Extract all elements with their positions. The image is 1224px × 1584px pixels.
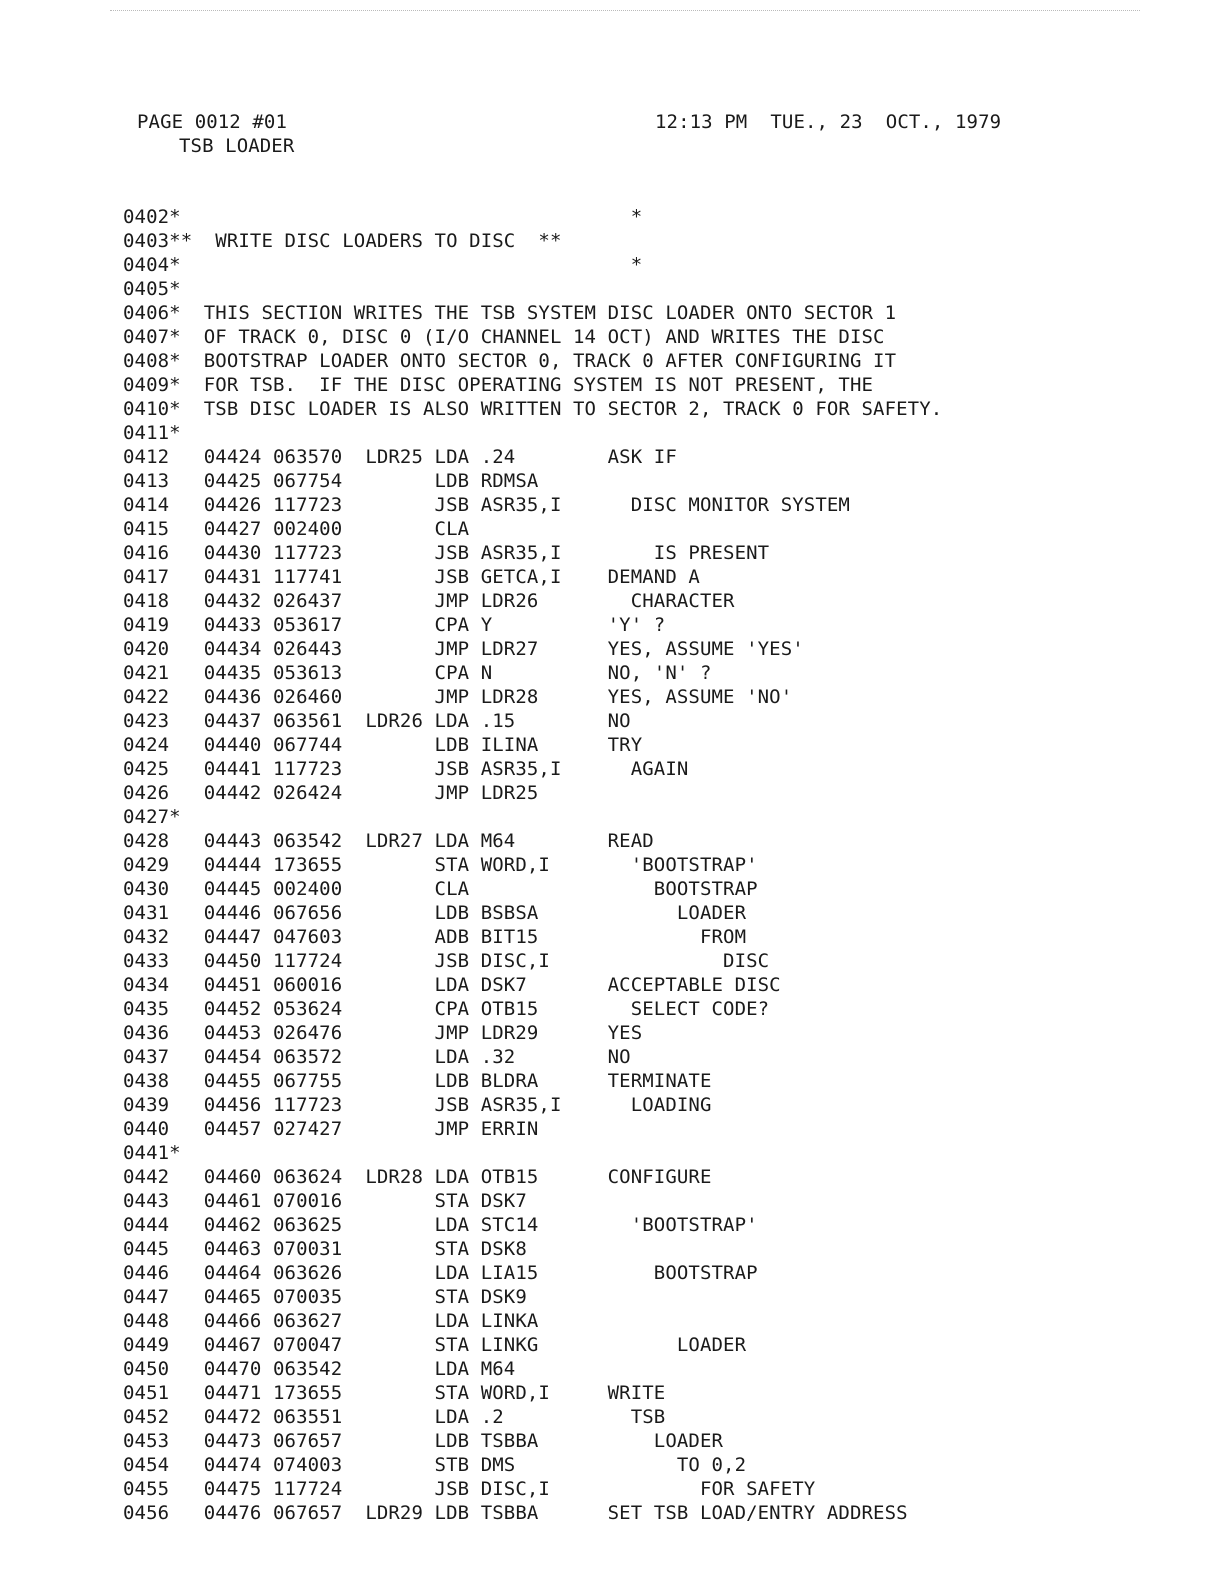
listing-line: 0429 04444 173655 STA WORD,I 'BOOTSTRAP' xyxy=(123,854,758,876)
listing-line: 0455 04475 117724 JSB DISC,I FOR SAFETY xyxy=(123,1478,816,1500)
listing-line: 0439 04456 117723 JSB ASR35,I LOADING xyxy=(123,1094,712,1116)
listing-line: 0408* BOOTSTRAP LOADER ONTO SECTOR 0, TRACK 0 AFTER CONFIGURING IT xyxy=(123,350,897,372)
listing-line: 0454 04474 074003 STB DMS TO 0,2 xyxy=(123,1454,747,1476)
listing-line: 0437 04454 063572 LDA .32 NO xyxy=(123,1046,631,1068)
print-timestamp: 12:13 PM TUE., 23 OCT., 1979 xyxy=(655,111,1002,133)
listing-line: 0424 04440 067744 LDB ILINA TRY xyxy=(123,734,643,756)
listing-line: 0445 04463 070031 STA DSK8 xyxy=(123,1238,527,1260)
listing-line: 0438 04455 067755 LDB BLDRA TERMINATE xyxy=(123,1070,712,1092)
listing-line: 0450 04470 063542 LDA M64 xyxy=(123,1358,516,1380)
listing-line: 0443 04461 070016 STA DSK7 xyxy=(123,1190,527,1212)
listing-line: 0422 04436 026460 JMP LDR28 YES, ASSUME 'NO' xyxy=(123,686,793,708)
listing-line: 0414 04426 117723 JSB ASR35,I DISC MONITOR SYSTEM xyxy=(123,494,850,516)
listing-line: 0407* OF TRACK 0, DISC 0 (I/O CHANNEL 14 OCT) AND WRITES THE DISC xyxy=(123,326,885,348)
listing-line: 0428 04443 063542 LDR27 LDA M64 READ xyxy=(123,830,654,852)
listing-line: 0441* xyxy=(123,1142,181,1164)
listing-line: 0434 04451 060016 LDA DSK7 ACCEPTABLE DISC xyxy=(123,974,781,996)
listing-line: 0419 04433 053617 CPA Y 'Y' ? xyxy=(123,614,666,636)
assembly-listing xyxy=(123,205,942,1525)
listing-line: 0421 04435 053613 CPA N NO, 'N' ? xyxy=(123,662,712,684)
listing-line: 0410* TSB DISC LOADER IS ALSO WRITTEN TO SECTOR 2, TRACK 0 FOR SAFETY. xyxy=(123,398,943,420)
listing-line: 0436 04453 026476 JMP LDR29 YES xyxy=(123,1022,643,1044)
listing-line: 0412 04424 063570 LDR25 LDA .24 ASK IF xyxy=(123,446,677,468)
page-number: PAGE 0012 #01 xyxy=(137,111,288,133)
listing-line: 0404* * xyxy=(123,254,643,276)
listing-line: 0415 04427 002400 CLA xyxy=(123,518,470,540)
listing-line: 0430 04445 002400 CLA BOOTSTRAP xyxy=(123,878,758,900)
listing-line: 0416 04430 117723 JSB ASR35,I IS PRESENT xyxy=(123,542,770,564)
listing-line: 0409* FOR TSB. IF THE DISC OPERATING SYSTEM IS NOT PRESENT, THE xyxy=(123,374,874,396)
scan-edge-rule xyxy=(110,10,1140,11)
listing-line: 0423 04437 063561 LDR26 LDA .15 NO xyxy=(123,710,631,732)
listing-line: 0453 04473 067657 LDB TSBBA LOADER xyxy=(123,1430,724,1452)
listing-line: 0456 04476 067657 LDR29 LDB TSBBA SET TSB LOAD/ENTRY ADDRESS xyxy=(123,1502,908,1524)
listing-line: 0427* xyxy=(123,806,181,828)
listing-line: 0405* xyxy=(123,278,181,300)
listing-line: 0451 04471 173655 STA WORD,I WRITE xyxy=(123,1382,666,1404)
listing-line: 0440 04457 027427 JMP ERRIN xyxy=(123,1118,539,1140)
listing-line: 0420 04434 026443 JMP LDR27 YES, ASSUME 'YES' xyxy=(123,638,804,660)
listing-line: 0411* xyxy=(123,422,181,444)
listing-line: 0431 04446 067656 LDB BSBSA LOADER xyxy=(123,902,747,924)
listing-line: 0418 04432 026437 JMP LDR26 CHARACTER xyxy=(123,590,735,612)
listing-line: 0452 04472 063551 LDA .2 TSB xyxy=(123,1406,666,1428)
listing-line: 0413 04425 067754 LDB RDMSA xyxy=(123,470,539,492)
document-title: TSB LOADER xyxy=(179,135,295,157)
listing-line: 0403** WRITE DISC LOADERS TO DISC ** xyxy=(123,230,562,252)
listing-line: 0432 04447 047603 ADB BIT15 FROM xyxy=(123,926,747,948)
listing-line: 0448 04466 063627 LDA LINKA xyxy=(123,1310,539,1332)
listing-line: 0435 04452 053624 CPA OTB15 SELECT CODE? xyxy=(123,998,770,1020)
listing-line: 0426 04442 026424 JMP LDR25 xyxy=(123,782,539,804)
listing-line: 0402* * xyxy=(123,206,643,228)
listing-line: 0433 04450 117724 JSB DISC,I DISC xyxy=(123,950,770,972)
listing-line: 0444 04462 063625 LDA STC14 'BOOTSTRAP' xyxy=(123,1214,758,1236)
listing-line: 0425 04441 117723 JSB ASR35,I AGAIN xyxy=(123,758,689,780)
listing-line: 0449 04467 070047 STA LINKG LOADER xyxy=(123,1334,747,1356)
listing-line: 0417 04431 117741 JSB GETCA,I DEMAND A xyxy=(123,566,700,588)
listing-line: 0447 04465 070035 STA DSK9 xyxy=(123,1286,527,1308)
listing-line: 0406* THIS SECTION WRITES THE TSB SYSTEM DISC LOADER ONTO SECTOR 1 xyxy=(123,302,897,324)
listing-line: 0446 04464 063626 LDA LIA15 BOOTSTRAP xyxy=(123,1262,758,1284)
listing-line: 0442 04460 063624 LDR28 LDA OTB15 CONFIGURE xyxy=(123,1166,712,1188)
